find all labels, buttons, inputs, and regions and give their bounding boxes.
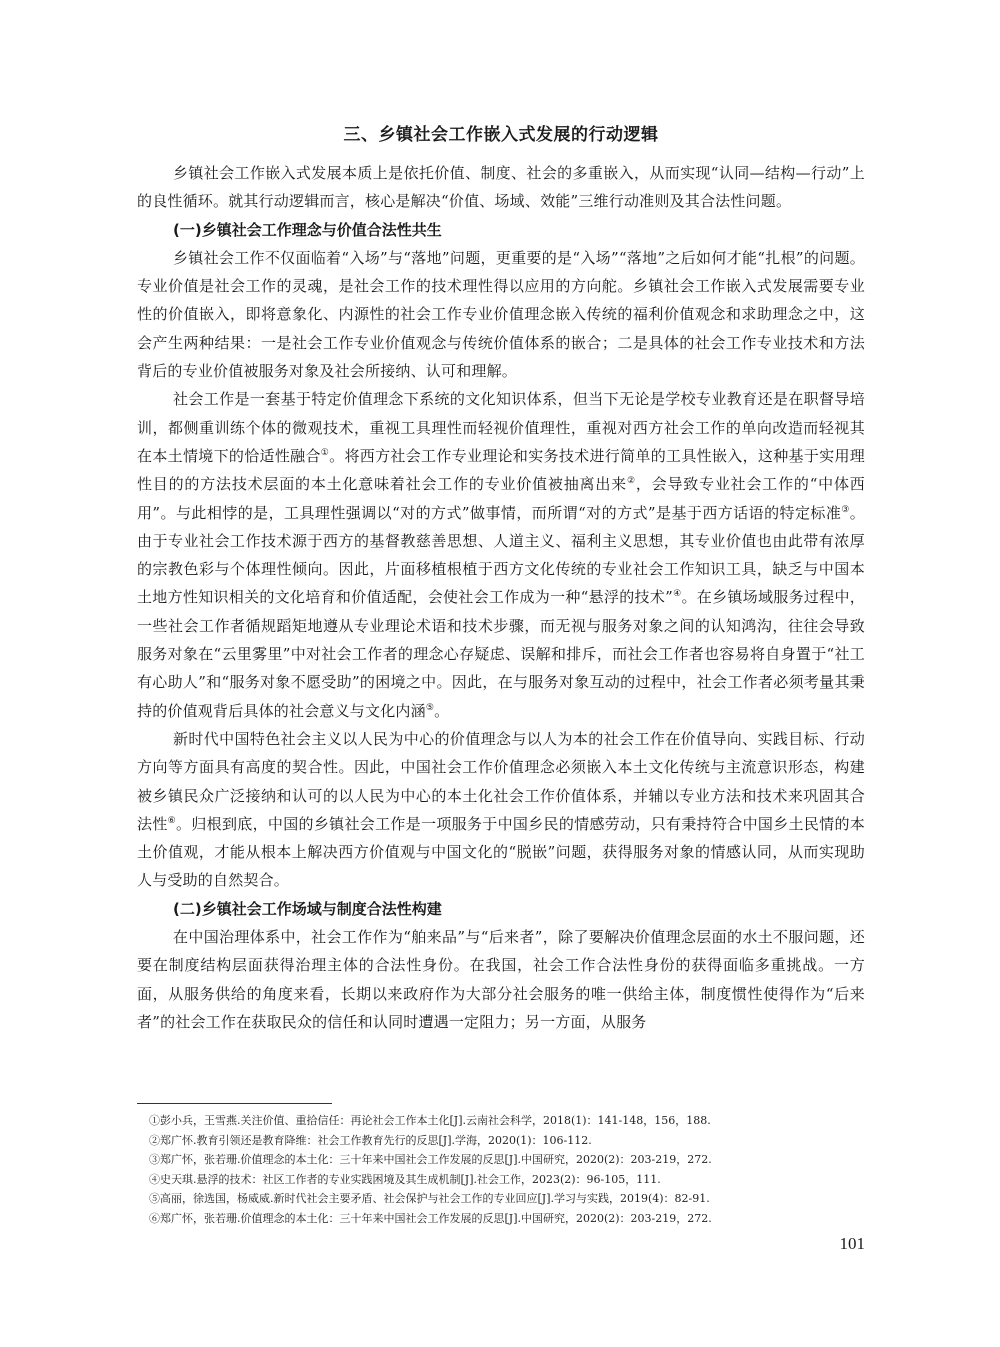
paragraph-s1-3 bbox=[137, 725, 865, 895]
paragraph-s1-1: 乡镇社会工作不仅面临着“入场”与“落地”问题，更重要的是“入场”“落地”之后如何才能“扎根”的问题。专业价值是社会工作的灵魂，是社会工作的技术理性得以应用的方向舵。乡镇社会工作嵌入式发展需要专业性的价值嵌入，即将意象化、内源性的社会工作专业价值理念嵌入传统的福利价值观念和求助理念之中，这会产生两种结果：一是社会工作专业价值观念与传统价值体系的嵌合；二是具体的社会工作专业技术和方法背后的专业价值被服务对象及社会所接纳、认可和理解。 bbox=[137, 248, 865, 381]
paragraph-s1-2 bbox=[137, 385, 865, 725]
subheading-2: (二)乡镇社会工作场域与制度合法性构建 bbox=[173, 899, 442, 918]
text-run: 。将西方社会工作专业理论和实务技术进行简单的工具性嵌入，这种基于实用理性目的的方法技术层面的本土化意味着社会工作的专业价值被抽离出来 bbox=[137, 446, 865, 494]
footnote-ref-4[interactable]: ④ bbox=[673, 589, 682, 600]
paragraph-s2-1: 在中国治理体系中，社会工作作为“舶来品”与“后来者”，除了要解决价值理念层面的水土不服问题，还要在制度结构层面获得治理主体的合法性身份。在我国，社会工作合法性身份的获得面临多重挑战。一方面，从服务供给的角度来看，长期以来政府作为大部分社会服务的唯一供给主体，制度惯性使得作为“后来者”的社会工作在获取民众的信任和认同时遭遇一定阻力；另一方面，从服务 bbox=[137, 928, 865, 1031]
footnote-5: ⑤高丽，徐选国，杨威威.新时代社会主要矛盾、社会保护与社会工作的专业回应[J].学习与实践，2019(4)：82-91. bbox=[149, 1192, 710, 1206]
text-run: 。归根到底，中国的乡镇社会工作是一项服务于中国乡民的情感劳动，只有秉持符合中国乡土民情的本土价值观，才能从根本上解决西方价值观与中国文化的“脱嵌”问题，获得服务对象的情感认同，从而实现助人与受助的自然契合。 bbox=[137, 814, 865, 890]
footnote-divider bbox=[137, 1103, 332, 1104]
subheading-1: (一)乡镇社会工作理念与价值合法性共生 bbox=[173, 220, 442, 239]
section-title: 三、乡镇社会工作嵌入式发展的行动逻辑 bbox=[343, 125, 659, 145]
footnote-3: ③郑广怀，张若珊.价值理念的本土化：三十年来中国社会工作发展的反思[J].中国研究，2020(2)：203-219，272. bbox=[149, 1153, 712, 1167]
footnote-ref-6[interactable]: ⑥ bbox=[167, 815, 177, 826]
text-run: ，会导致专业社会工作的“中体西用”。与此相悖的是，工具理性强调以“对的方式”做事情，而所谓“对的方式”是基于西方话语的特定标准 bbox=[137, 475, 865, 522]
text-run: 。由于专业社会工作技术源于西方的基督教慈善思想、人道主义、福利主义思想，其专业价值也由此带有浓厚的宗教色彩与个体理性倾向。因此，片面移植根植于西方文化传统的专业社会工作知识工具，缺乏与中国本土地方性知识相关的文化培育和价值适配，会使社会工作成为一种“悬浮的技术” bbox=[137, 503, 865, 607]
page-number: 101 bbox=[839, 1234, 865, 1253]
footnote-4: ④史天琪.悬浮的技术：社区工作者的专业实践困境及其生成机制[J].社会工作，2023(2)：96-105，111. bbox=[149, 1172, 661, 1186]
footnote-2: ②郑广怀.教育引领还是教育降维：社会工作教育先行的反思[J].学海，2020(1)：106-112. bbox=[149, 1133, 592, 1147]
footnote-ref-5[interactable]: ⑤ bbox=[425, 702, 435, 713]
footnote-6: ⑥郑广怀，张若珊.价值理念的本土化：三十年来中国社会工作发展的反思[J].中国研究，2020(2)：203-219，272. bbox=[149, 1211, 712, 1225]
text-run: 。在乡镇场域服务过程中，一些社会工作者循规蹈矩地遵从专业理论术语和技术步骤，而无视与服务对象之间的认知鸿沟，往往会导致服务对象在“云里雾里”中对社会工作者的理念心存疑虑、误解和排斥，而社会工作者也容易将自身置于“社工有心助人”和“服务对象不愿受助”的困境之中。因此，在与服务对象互动的过程中，社会工作者必须考量其秉持的价值观背后具体的社会意义与文化内涵 bbox=[137, 588, 865, 720]
paragraph-intro: 乡镇社会工作嵌入式发展本质上是依托价值、制度、社会的多重嵌入，从而实现“认同—结构—行动”上的良性循环。就其行动逻辑而言，核心是解决“价值、场域、效能”三维行动准则及其合法性问题。 bbox=[137, 164, 865, 211]
footnotes bbox=[137, 1111, 865, 1229]
body-text bbox=[137, 120, 865, 1036]
text-run: 。 bbox=[434, 701, 450, 720]
footnote-ref-3[interactable]: ③ bbox=[841, 504, 850, 515]
footnote-1: ①彭小兵，王雪燕.关注价值、重拾信任：再论社会工作本土化[J].云南社会科学，2018(1)：141-148，156，188. bbox=[149, 1114, 711, 1127]
footnote-ref-2[interactable]: ② bbox=[626, 476, 636, 487]
text-run: 新时代中国特色社会主义以人民为中心的价值理念与以人为本的社会工作在价值导向、实践目标、行动方向等方面具有高度的契合性。因此，中国社会工作价值理念必须嵌入本土文化传统与主流意识形态，构建被乡镇民众广泛接纳和认可的以人民为中心的本土化社会工作价值体系，并辅以专业方法和技术来巩固其合法性 bbox=[137, 729, 865, 833]
text-run: 社会工作是一套基于特定价值理念下系统的文化知识体系，但当下无论是学校专业教育还是在职督导培训，都侧重训练个体的微观技术，重视工具理性而轻视价值理性，重视对西方社会工作的单向改造而轻视其在本土情境下的恰适性融合 bbox=[137, 390, 865, 465]
footnote-ref-1[interactable]: ① bbox=[320, 447, 330, 458]
